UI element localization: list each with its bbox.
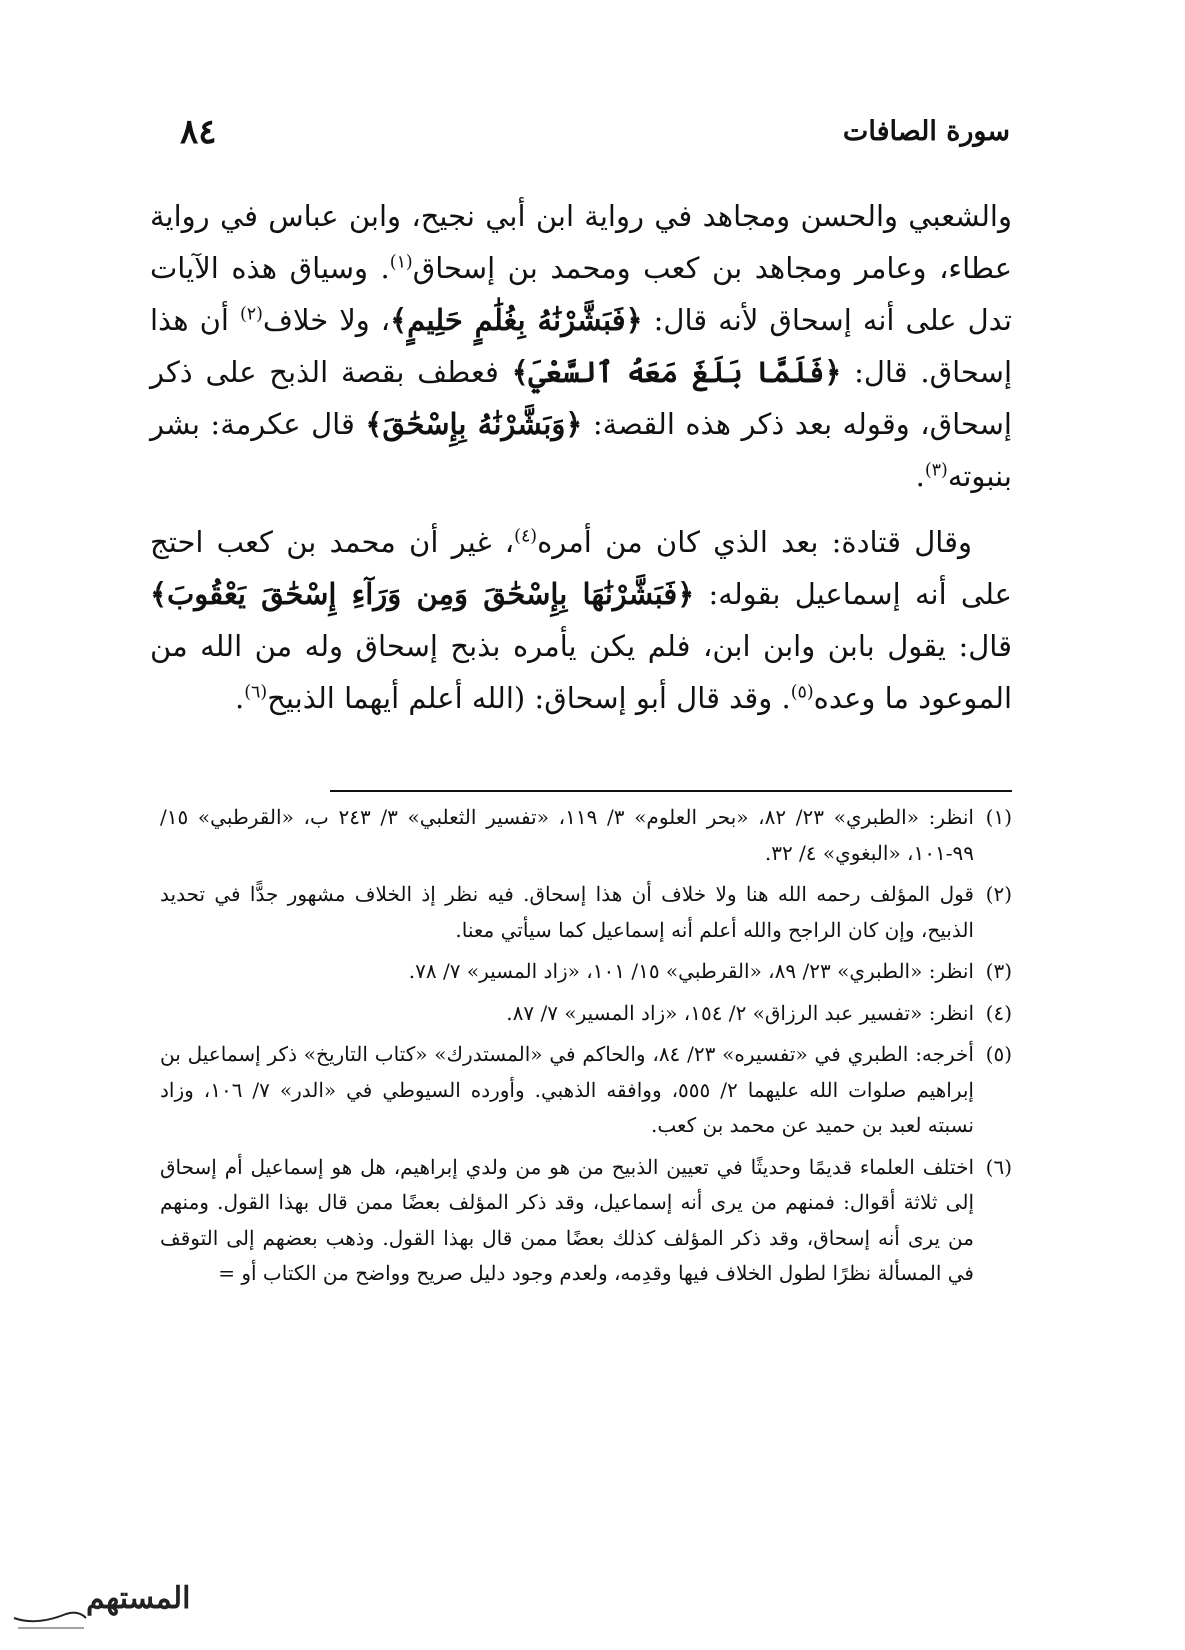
footnote-text: انظر: «الطبري» ٢٣/ ٨٢، «بحر العلوم» ٣/ ١١٩، «تفسير الثعلبي» ٣/ ٢٤٣ ب، «القرطبي» ١٥/ ٩٩-١٠١، «البغوي» ٤/ ٣٢.	[160, 805, 974, 865]
footnote-ref-5: (٥)	[790, 682, 814, 703]
footnote-1	[160, 800, 1012, 871]
text-run: ، غير أن محمد بن كعب احتج على أنه إسماعيل بقوله:	[150, 525, 1012, 611]
text-run: .	[235, 681, 245, 715]
text-run: .	[915, 459, 925, 493]
footnote-ref-3: (٣)	[924, 460, 948, 481]
text-run: والشعبي والحسن ومجاهد في رواية ابن أبي نجيح، وابن عباس في رواية عطاء، وعامر ومجاهد بن كعب ومحمد بن إسحاق	[150, 199, 1013, 285]
footnote-3	[160, 954, 1012, 990]
footnote-6	[160, 1150, 1012, 1292]
text-run: . وسياق هذه الآيات تدل على أنه إسحاق لأنه قال:	[150, 251, 1012, 337]
text-run: قال: يقول بابن وابن ابن، فلم يكن يأمره بذبح إسحاق وله من الله من الموعود ما وعده	[150, 629, 1012, 715]
footnote-ref-2: (٢)	[239, 304, 263, 325]
text-run: وقال قتادة: بعد الذي كان من أمره	[537, 525, 972, 559]
text-run: قال عكرمة: بشر بنبوته	[150, 407, 1012, 493]
footnote-number: (٢)	[985, 882, 1012, 906]
footnote-text: انظر: «الطبري» ٢٣/ ٨٩، «القرطبي» ١٥/ ١٠١، «زاد المسير» ٧/ ٧٨.	[408, 959, 974, 983]
quran-verse: ﴿فَلَمَّا بَلَغَ مَعَهُ ٱلسَّعْيَ﴾	[511, 355, 842, 389]
quran-verse: ﴿وَبَشَّرْنَٰهُ بِإِسْحَٰقَ﴾	[365, 407, 583, 441]
footnote-ref-4: (٤)	[514, 526, 538, 547]
publisher-logo	[6, 1556, 191, 1646]
footnote-text: قول المؤلف رحمه الله هنا ولا خلاف أن هذا إسحاق. فيه نظر إذ الخلاف مشهور جدًّا في تحديد الذبيح، وإن كان الراجح والله أعلم أنه إسماعيل كما سيأتي معنا.	[160, 882, 974, 942]
quran-verse: ﴿فَبَشَّرْنَٰهَا بِإِسْحَٰقَ وَمِن وَرَآءِ إِسْحَٰقَ يَعْقُوبَ﴾	[150, 577, 695, 611]
footnote-4	[160, 996, 1012, 1032]
page-header	[180, 110, 1010, 160]
footnote-text: اختلف العلماء قديمًا وحديثًا في تعيين الذبيح من هو من ولدي إبراهيم، هل هو إسماعيل أم إسحاق إلى ثلاثة أقوال: فمنهم من يرى أنه إسماعيل، وقد ذكر المؤلف بعضًا ممن قال بهذا القول. ومنهم من يرى أنه إسحاق، وقد ذكر المؤلف كذلك بعضًا ممن قال بهذا القول. وذهب بعضهم إلى التوقف في المسألة نظرًا لطول الخلاف فيها وقدِمه، ولعدم وجود دليل صريح وواضح من الكتاب أو =	[160, 1154, 974, 1285]
footnote-ref-1: (١)	[389, 252, 413, 273]
footnote-divider	[330, 790, 1012, 792]
footnote-2	[160, 877, 1012, 948]
footnote-text: انظر: «تفسير عبد الرزاق» ٢/ ١٥٤، «زاد المسير» ٧/ ٨٧.	[506, 1000, 974, 1025]
footnote-number: (٥)	[985, 1042, 1012, 1066]
footnotes	[160, 800, 1012, 1298]
footnote-ref-6: (٦)	[244, 682, 268, 703]
paragraph-2	[150, 516, 1012, 724]
text-run: ، ولا خلاف	[262, 303, 391, 337]
footnote-5	[160, 1037, 1012, 1144]
text-run: فعطف بقصة الذبح على ذكر إسحاق، وقوله بعد ذكر هذه القصة:	[150, 355, 1012, 441]
footnote-number: (٦)	[985, 1154, 1012, 1179]
main-text	[150, 190, 1012, 738]
page-number: ٨٤	[180, 112, 217, 152]
text-run: أن هذا إسحاق. قال:	[150, 303, 1013, 389]
quran-verse: ﴿فَبَشَّرْنَٰهُ بِغُلَٰمٍ حَلِيمٍ﴾	[390, 303, 643, 337]
footnote-number: (١)	[985, 805, 1012, 829]
logo-calligraphy: المستهم	[86, 1581, 191, 1616]
text-run: . وقد قال أبو إسحاق: (الله أعلم أيهما الذبيح	[267, 681, 791, 715]
surah-title: سورة الصافات	[842, 116, 1010, 147]
paragraph-1	[150, 190, 1012, 502]
footnote-number: (٤)	[985, 1000, 1012, 1025]
footnote-text: أخرجه: الطبري في «تفسيره» ٢٣/ ٨٤، والحاكم في «المستدرك» «كتاب التاريخ» ذكر إسماعيل بن إبراهيم صلوات الله عليهما ٢/ ٥٥٥، ووافقه الذهبي. وأورده السيوطي في «الدر» ٧/ ١٠٦، وزاد نسبته لعبد بن حميد عن محمد بن كعب.	[160, 1042, 974, 1137]
footnote-number: (٣)	[985, 959, 1012, 983]
